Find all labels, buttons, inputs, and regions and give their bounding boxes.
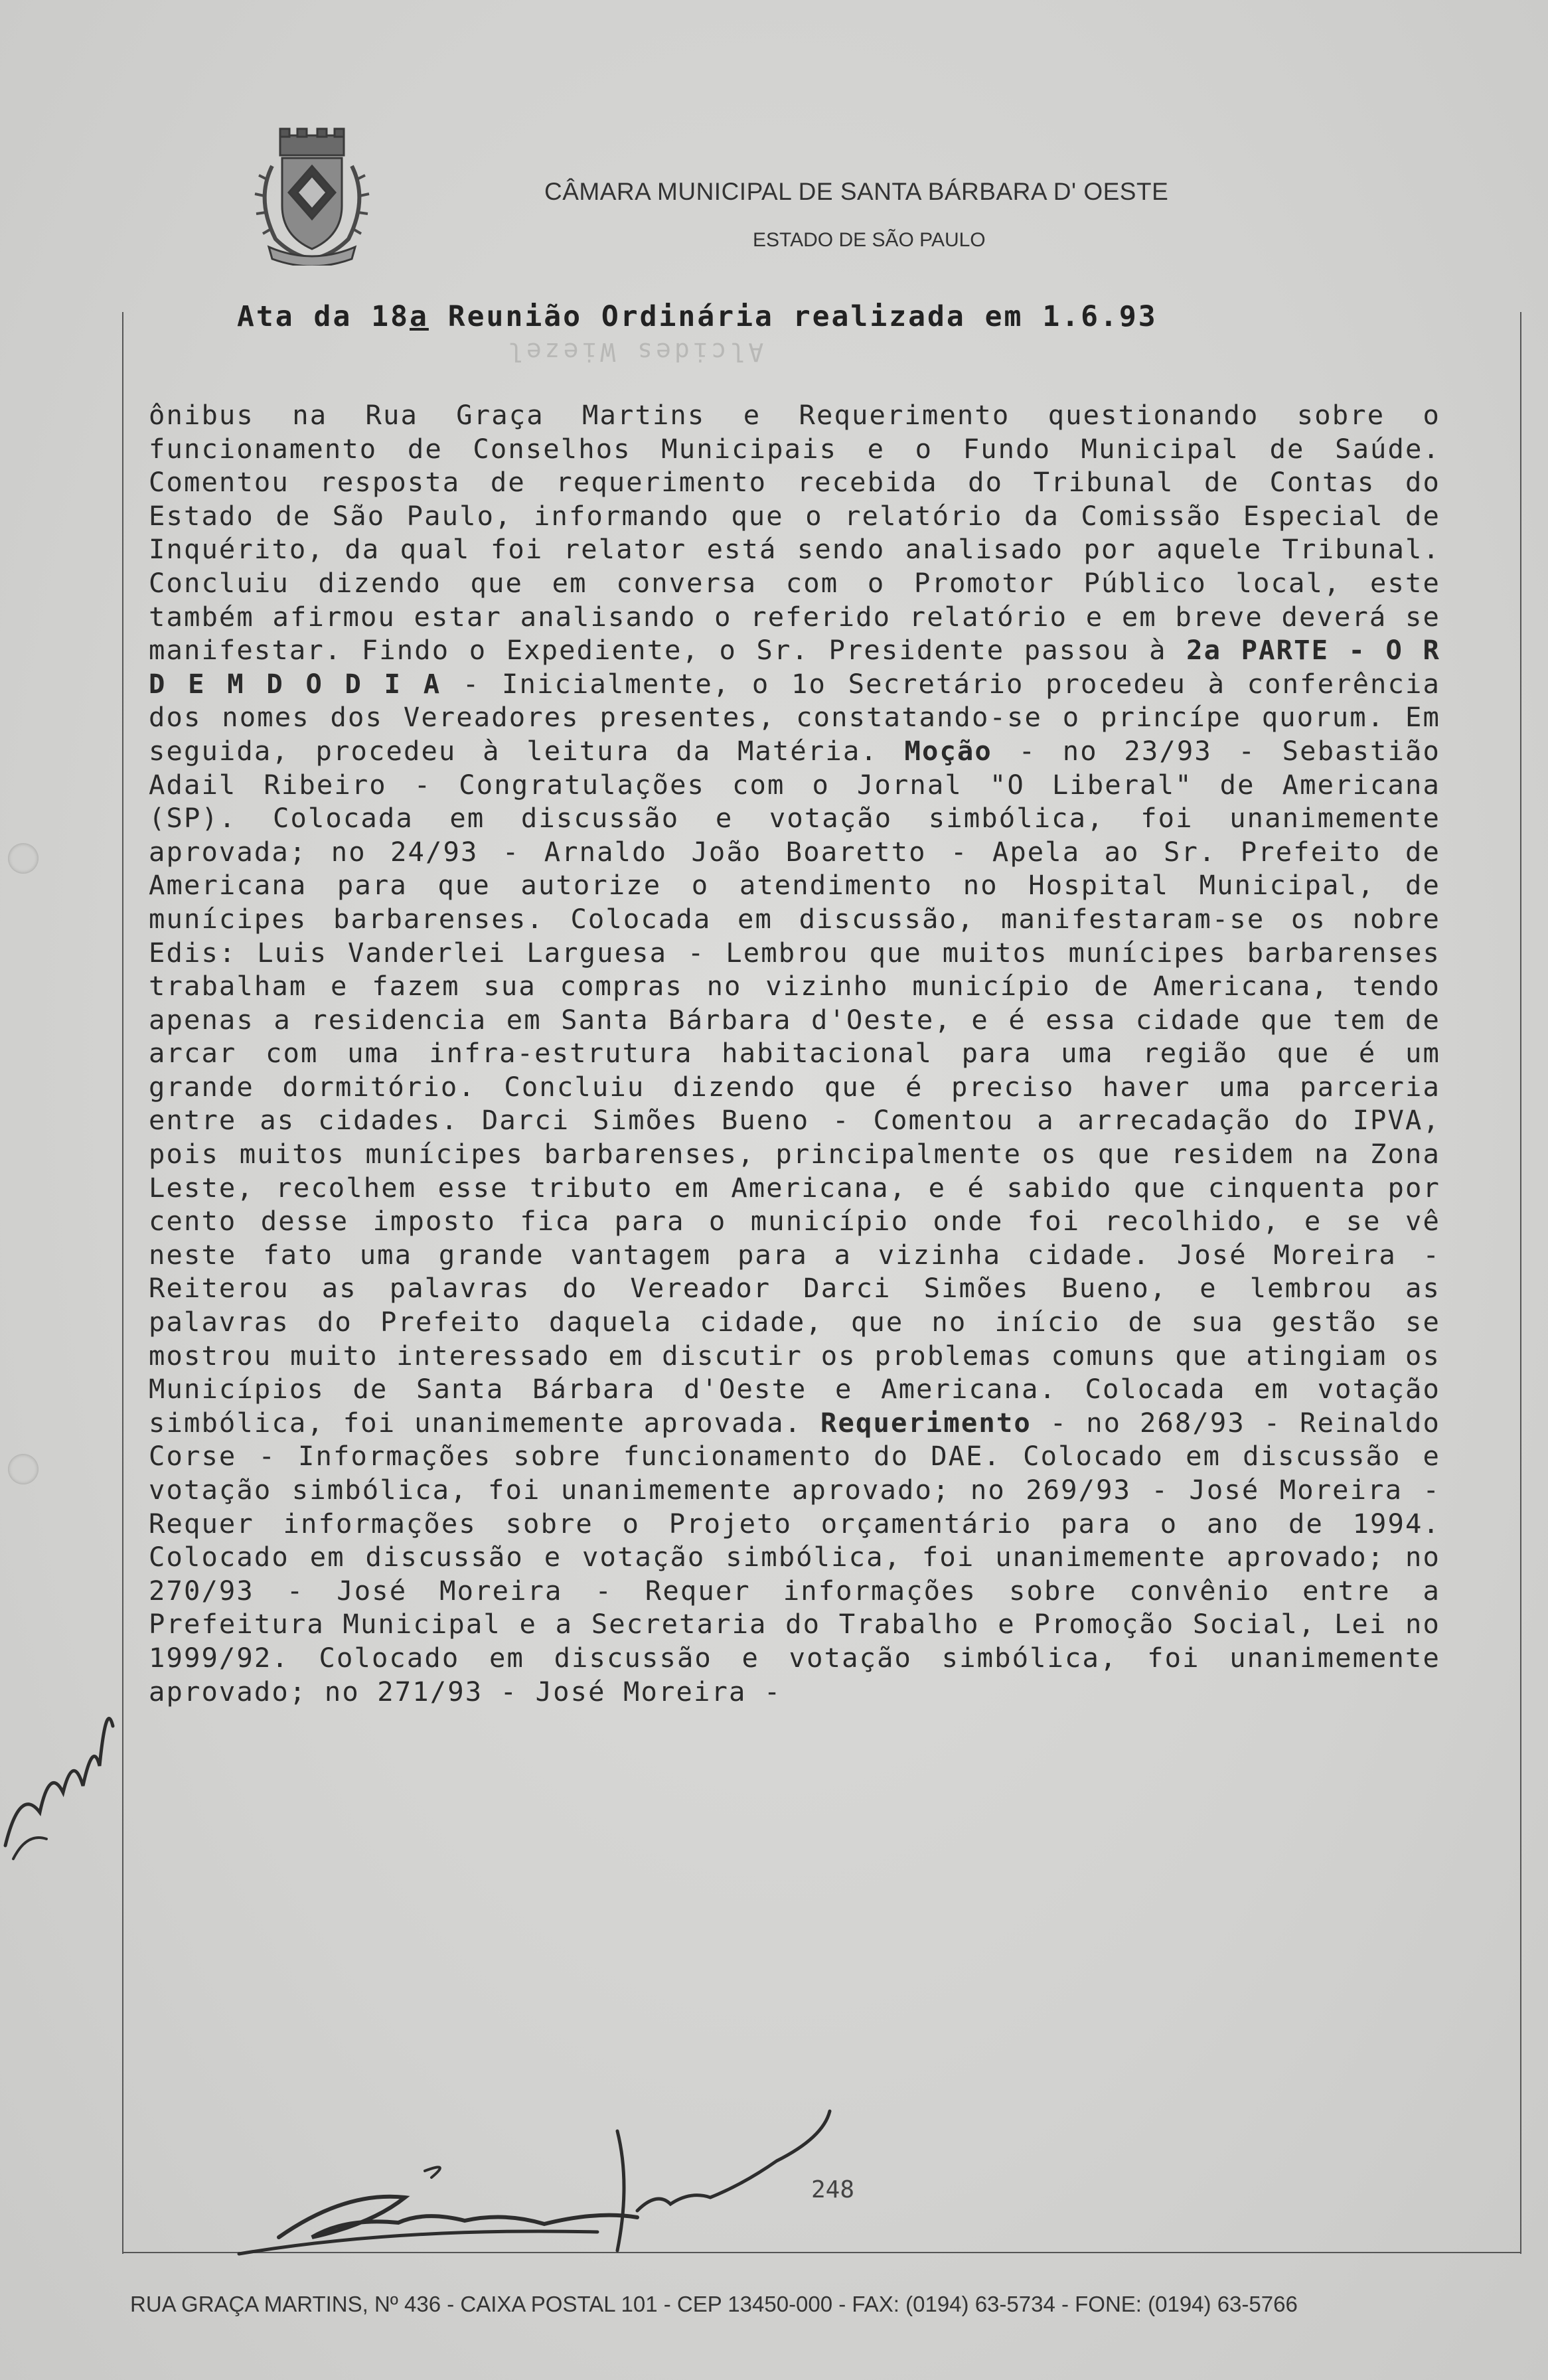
mocao-label: Moção (904, 734, 992, 767)
punch-hole (8, 1454, 39, 1484)
requerimento-label: Requerimento (820, 1406, 1032, 1439)
body-paragraph: - no 268/93 - Reinaldo Corse - Informações sobre funcionamento do DAE. Colocado em discussão e votação simbólica, foi unanimemente aprovado; no 269/93 - José Moreira - Requer informações sobre o Projeto orçamentário para o ano de 1994. Colocado em discussão e votação simbólica, foi unanimemente aprovado; no 270/93 - José Moreira - Requer informações sobre convênio entre a Prefeitura Municipal e a Secretaria do Trabalho e Promoção Social, Lei no 1999/92. Colocado em discussão e votação simbólica, foi unanimemente aprovado; no 271/93 - José Moreira - (149, 1406, 1440, 1707)
state-name: ESTADO DE SÃO PAULO (753, 229, 986, 251)
municipal-coat-of-arms-icon (246, 126, 378, 266)
footer-address: RUA GRAÇA MARTINS, Nº 436 - CAIXA POSTAL 101 - CEP 13450-000 - FAX: (0194) 63-5734 - FONE: (0194) 63-5766 (130, 2292, 1298, 2316)
bleed-through-text: Alcides Wiezel (504, 337, 764, 366)
body-paragraph: - Inicialmente, o 1o Secretário procedeu à conferência dos nomes dos Vereadores presentes, constatando-se o princípe quorum. Em seguida, procedeu à leitura da Matéria. (149, 667, 1440, 767)
title-prefix: Ata da 18 (237, 300, 410, 333)
body-paragraph: ônibus na Rua Graça Martins e Requerimento questionando sobre o funcionamento de Conselhos Municipais e o Fundo Municipal de Saúde. Comentou resposta de requerimento recebida do Tribunal de Contas do Estado de São Paulo, informando que o relatório da Comissão Especial de Inquérito, da qual foi relator está sendo analisado por aquele Tribunal. Concluiu dizendo que em conversa com o Promotor Público local, este também afirmou estar analisando o referido relatório e em breve deverá se manifestar. Findo o Expediente, o Sr. Presidente passou à (149, 399, 1440, 667)
minutes-body (149, 398, 1440, 1708)
page-number: 248 (811, 2176, 855, 2203)
body-paragraph: - no 23/93 - Sebastião Adail Ribeiro - Congratulações com o Jornal "O Liberal" de Americana (SP). Colocada em discussão e votação simbólica, foi unanimemente aprovada; no 24/93 - Arnaldo João Boaretto - Apela ao Sr. Prefeito de Americana para que autorize o atendimento no Hospital Municipal, de munícipes barbarenses. Colocada em discussão, manifestaram-se os nobre Edis: Luis Vanderlei Larguesa - Lembrou que muitos munícipes barbarenses trabalham e fazem sua compras no vizinho município de Americana, tendo apenas a residencia em Santa Bárbara d'Oeste, e é essa cidade que tem de arcar com uma infra-estrutura habitacional para uma região que é um grande dormitório. Concluiu dizendo que é preciso haver uma parceria entre as cidades. Darci Simões Bueno - Comentou a arrecadação do IPVA, pois muitos munícipes barbarenses, principalmente os que residem na Zona Leste, recolhem esse tributo em Americana, e é sabido que cinquenta por cento desse imposto fica para o município onde foi recolhido, e se vê neste fato uma grande vantagem para a vizinha cidade. José Moreira - Reiterou as palavras do Vereador Darci Simões Bueno, e lembrou as palavras do Prefeito daquela cidade, que no início de sua gestão se mostrou muito interessado em discutir os problemas comuns que atingiam os Municípios de Santa Bárbara d'Oeste e Americana. Colocada em votação simbólica, foi unanimemente aprovada. (149, 734, 1440, 1439)
parte-label: PARTE - O R D E M D O D I A (149, 634, 1440, 700)
margin-rule-left (122, 312, 123, 2254)
document-title (237, 300, 1158, 333)
margin-rule-bottom (123, 2252, 1521, 2253)
margin-rule-right (1520, 312, 1521, 2254)
title-ordinal: a (410, 300, 429, 333)
parte-ordinal: 2a (1186, 634, 1222, 667)
institution-name: CÂMARA MUNICIPAL DE SANTA BÁRBARA D' OESTE (544, 178, 1169, 205)
punch-hole (8, 843, 39, 874)
title-suffix: Reunião Ordinária realizada em 1.6.93 (428, 300, 1158, 333)
